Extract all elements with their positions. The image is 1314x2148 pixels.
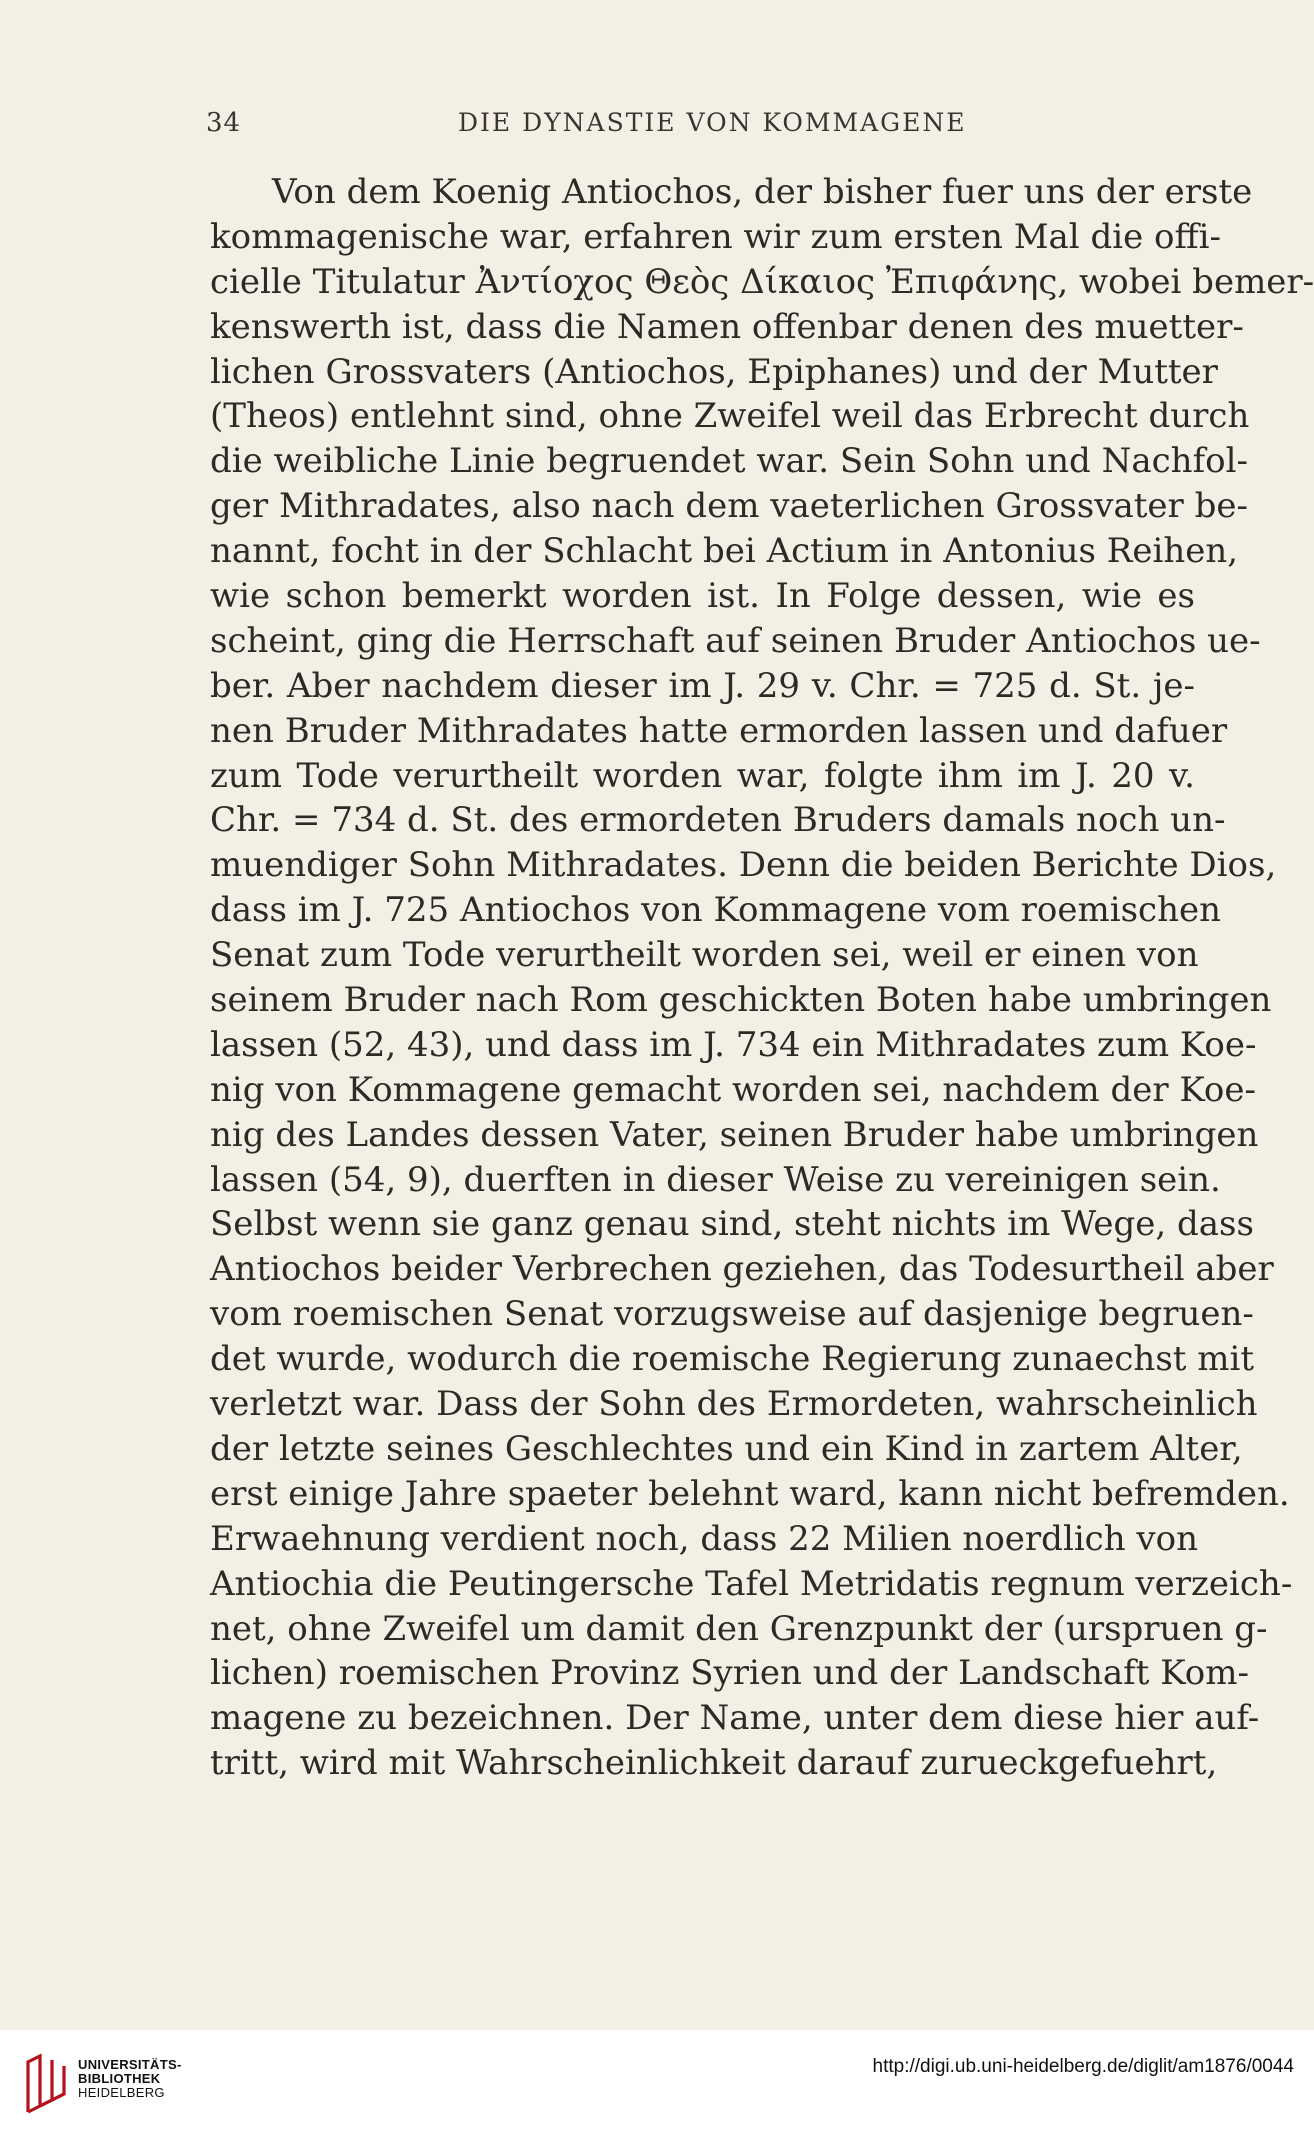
text-line: kommagenische war, erfahren wir zum ersten Mal die offi-: [210, 216, 1222, 257]
library-name-line: HEIDELBERG: [78, 2085, 165, 2100]
library-footer: [0, 2030, 1314, 2148]
text-line: lassen (52, 43), und dass im J. 734 ein Mithradates zum Koe-: [210, 1024, 1257, 1065]
text-line: Antiochia die Peutingersche Tafel Metridatis regnum verzeich-: [210, 1563, 1293, 1604]
text-line: cielle Titulatur Ἀντίοχος Θεὸς Δίκαιος Ἐπιφάνης, wobei bemer-: [210, 261, 1314, 302]
text-line: muendiger Sohn Mithradates. Denn die beiden Berichte Dios,: [210, 845, 1277, 886]
page-header: [200, 108, 1120, 148]
text-line: die weibliche Linie begruendet war. Sein Sohn und Nachfol-: [210, 441, 1248, 482]
text-line: Senat zum Tode verurtheilt worden sei, weil er einen von: [210, 935, 1199, 976]
text-line: verletzt war. Dass der Sohn des Ermordeten, wahrscheinlich: [210, 1384, 1258, 1425]
page-number: 34: [206, 108, 242, 138]
text-line: wie schon bemerkt worden ist. In Folge dessen, wie es: [210, 576, 1195, 617]
text-line: nig von Kommagene gemacht worden sei, nachdem der Koe-: [210, 1069, 1256, 1110]
text-line: ber. Aber nachdem dieser im J. 29 v. Chr. = 725 d. St. je-: [210, 665, 1195, 706]
text-line: magene zu bezeichnen. Der Name, unter dem diese hier auf-: [210, 1698, 1260, 1739]
body-text: [210, 170, 1314, 1786]
text-line: (Theos) entlehnt sind, ohne Zweifel weil das Erbrecht durch: [210, 396, 1250, 437]
text-line: nannt, focht in der Schlacht bei Actium in Antonius Reihen,: [210, 531, 1239, 572]
text-line: erst einige Jahre spaeter belehnt ward, kann nicht befremden.: [210, 1473, 1290, 1514]
text-line: det wurde, wodurch die roemische Regierung zunaechst mit: [210, 1339, 1255, 1380]
text-line: zum Tode verurtheilt worden war, folgte ihm im J. 20 v.: [210, 755, 1195, 796]
text-line: vom roemischen Senat vorzugsweise auf dasjenige begruen-: [210, 1294, 1254, 1335]
text-line: Chr. = 734 d. St. des ermordeten Bruders damals noch un-: [210, 800, 1226, 841]
text-line: ger Mithradates, also nach dem vaeterlichen Grossvater be-: [210, 486, 1248, 527]
library-name-line: BIBLIOTHEK: [78, 2071, 161, 2086]
text-line: kenswerth ist, dass die Namen offenbar denen des muetter-: [210, 306, 1244, 347]
text-line: nig des Landes dessen Vater, seinen Bruder habe umbringen: [210, 1114, 1259, 1155]
permalink-url[interactable]: http://digi.ub.uni-heidelberg.de/diglit/am1876/0044: [872, 2056, 1294, 2077]
text-line: Antiochos beider Verbrechen geziehen, das Todesurtheil aber: [210, 1249, 1274, 1290]
text-line: net, ohne Zweifel um damit den Grenzpunkt der (urspruen g-: [210, 1608, 1268, 1649]
text-line: lichen Grossvaters (Antiochos, Epiphanes) und der Mutter: [210, 351, 1218, 392]
text-line: seinem Bruder nach Rom geschickten Boten habe umbringen: [210, 980, 1272, 1021]
text-line: Von dem Koenig Antiochos, der bisher fuer uns der erste: [272, 172, 1253, 212]
library-name-line: UNIVERSITÄTS-: [78, 2057, 182, 2072]
university-library-logo-icon: [22, 2052, 72, 2118]
text-line: scheint, ging die Herrschaft auf seinen Bruder Antiochos ue-: [210, 620, 1261, 661]
text-line: tritt, wird mit Wahrscheinlichkeit darauf zurueckgefuehrt,: [210, 1743, 1218, 1784]
text-line: der letzte seines Geschlechtes und ein Kind in zartem Alter,: [210, 1428, 1243, 1469]
text-line: dass im J. 725 Antiochos von Kommagene vom roemischen: [210, 890, 1221, 931]
text-line: nen Bruder Mithradates hatte ermorden lassen und dafuer: [210, 710, 1228, 751]
text-line: lassen (54, 9), duerften in dieser Weise zu vereinigen sein.: [210, 1159, 1221, 1200]
text-line: Selbst wenn sie ganz genau sind, steht nichts im Wege, dass: [210, 1204, 1254, 1245]
running-title: DIE DYNASTIE VON KOMMAGENE: [458, 108, 967, 137]
library-name: [78, 2058, 182, 2100]
text-line: Erwaehnung verdient noch, dass 22 Milien noerdlich von: [210, 1518, 1199, 1559]
text-line: lichen) roemischen Provinz Syrien und der Landschaft Kom-: [210, 1653, 1249, 1694]
